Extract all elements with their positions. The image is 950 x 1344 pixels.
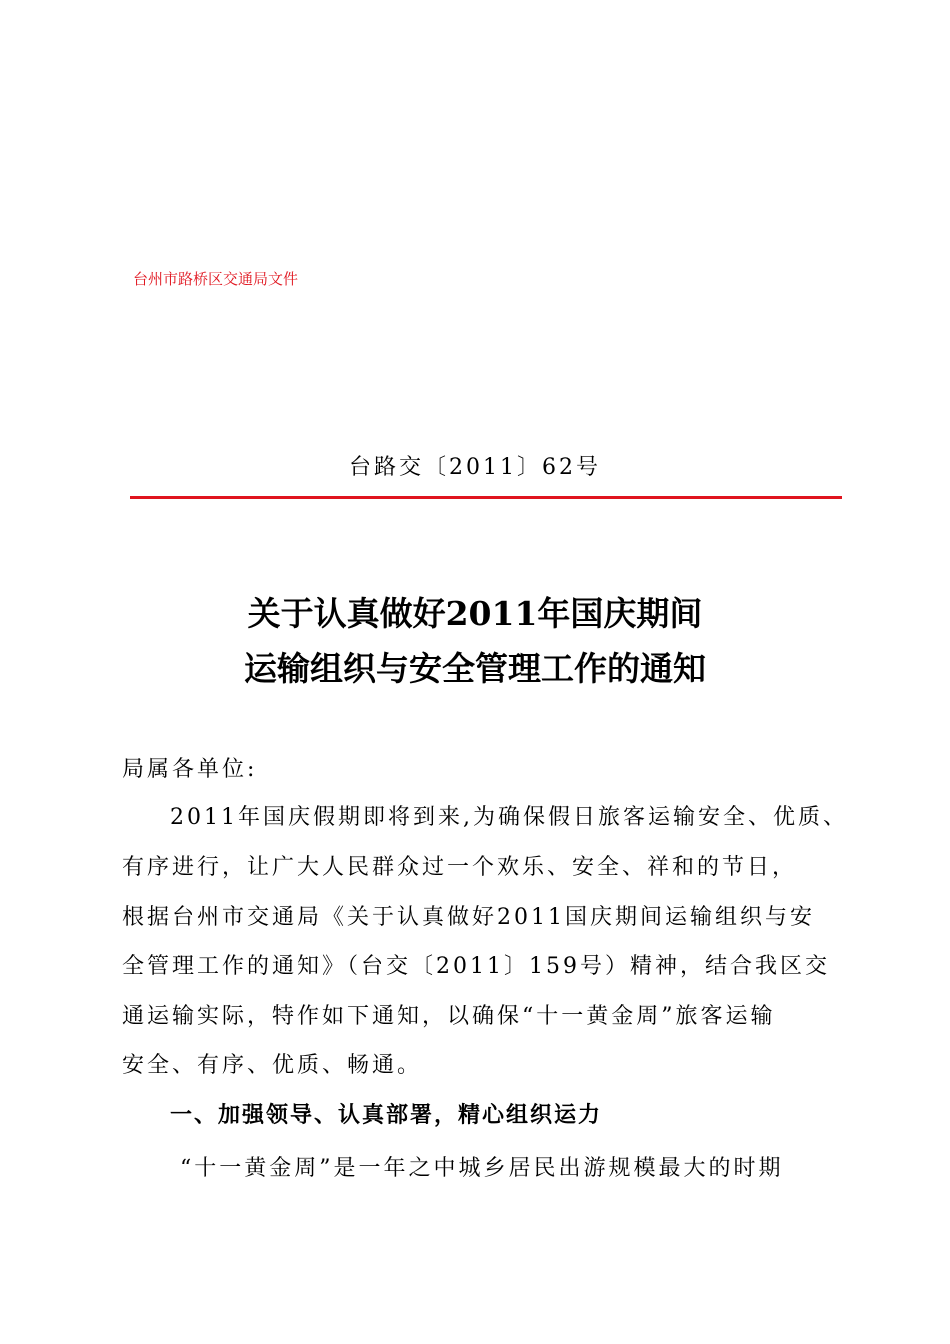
salutation: 局属各单位:	[122, 757, 258, 782]
body-paragraph-line: 根据台州市交通局《关于认真做好2011国庆期间运输组织与安	[122, 905, 815, 930]
body-paragraph-line: 通运输实际，特作如下通知，以确保“十一黄金周”旅客运输	[122, 1004, 776, 1029]
issuing-authority-header: 台州市路桥区交通局文件	[133, 270, 299, 288]
section-1-paragraph-line: “十一黄金周”是一年之中城乡居民出游规模最大的时期	[180, 1156, 784, 1181]
body-paragraph-line: 安全、有序、优质、畅通。	[122, 1053, 423, 1078]
body-paragraph-line: 全管理工作的通知》（台交〔2011〕159号）精神，结合我区交	[122, 954, 830, 979]
body-paragraph-line: 2011年国庆假期即将到来,为确保假日旅客运输安全、优质、	[170, 805, 848, 830]
red-separator-line	[130, 496, 842, 499]
section-heading-1: 一、加强领导、认真部署，精心组织运力	[170, 1103, 603, 1128]
document-number: 台路交〔2011〕62号	[349, 455, 601, 480]
document-title-line-2: 运输组织与安全管理工作的通知	[244, 649, 706, 688]
document-title-line-1: 关于认真做好2011年国庆期间	[247, 594, 703, 633]
body-paragraph-line: 有序进行，让广大人民群众过一个欢乐、安全、祥和的节日，	[122, 855, 798, 880]
